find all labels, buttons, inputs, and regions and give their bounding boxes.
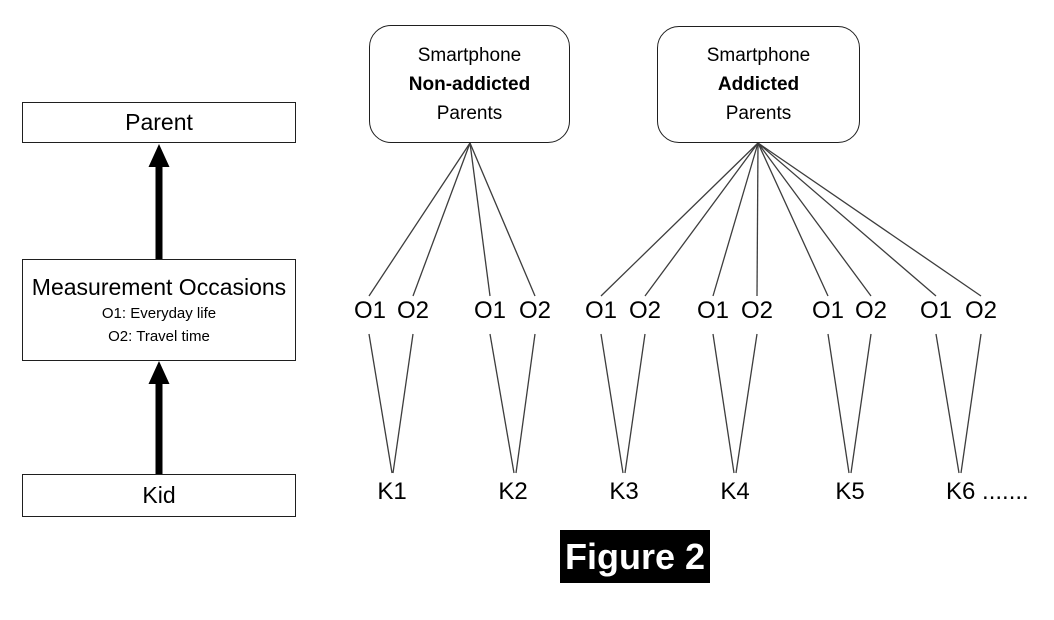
v-line [961, 334, 981, 473]
v-line [713, 334, 734, 473]
v-line [516, 334, 535, 473]
non-addicted-line2: Non-addicted [408, 73, 531, 95]
fan-line [758, 143, 871, 296]
figure-caption [560, 530, 710, 583]
fan-line [758, 143, 936, 296]
fan-line [601, 143, 758, 296]
occasion-to-kid-lines [369, 334, 981, 473]
occasion-label: O2 [854, 297, 888, 324]
measurement-sub-o2: O2: Travel time [108, 328, 210, 345]
v-line [393, 334, 413, 473]
occasion-label: O2 [740, 297, 774, 324]
kid-node-label: K5 [835, 478, 865, 505]
v-line [490, 334, 514, 473]
addicted-parents-box [657, 26, 860, 143]
measurement-title: Measurement Occasions [31, 274, 287, 300]
occasion-label: O2 [396, 297, 430, 324]
v-line [936, 334, 959, 473]
occasion-label: O1 [584, 297, 618, 324]
kid-node-label: K4 [720, 478, 750, 505]
non-addicted-line1: Smartphone [417, 44, 522, 66]
figure-caption-text: Figure 2 [564, 535, 706, 577]
parent-label: Parent [125, 109, 193, 135]
fan-line [645, 143, 758, 296]
fan-line [757, 143, 758, 296]
fan-line [758, 143, 981, 296]
non-addicted-parents-box [369, 25, 570, 143]
fan-line [758, 143, 828, 296]
addicted-line3: Parents [725, 103, 792, 124]
v-line [851, 334, 871, 473]
v-line [736, 334, 757, 473]
v-line [828, 334, 849, 473]
fan-line [713, 143, 758, 296]
measurement-occasions-box [22, 259, 296, 361]
arrow-measurement-to-parent [149, 144, 170, 259]
occasion-label: O1 [353, 297, 387, 324]
occasion-label: O1 [919, 297, 953, 324]
occasion-label: O2 [518, 297, 552, 324]
non-addicted-line3: Parents [436, 102, 503, 124]
measurement-sub-o1: O1: Everyday life [101, 305, 217, 322]
parent-box [22, 102, 296, 143]
kid-box [22, 474, 296, 517]
kid-label: Kid [142, 482, 176, 508]
kid-node-label: K3 [609, 478, 639, 505]
fan-line [369, 143, 470, 296]
occasion-label: O2 [628, 297, 662, 324]
kid-node-label: K6 ....... [946, 478, 1029, 505]
occasion-label: O1 [696, 297, 730, 324]
v-line [601, 334, 623, 473]
v-line [369, 334, 392, 473]
arrow-kid-to-measurement [149, 361, 170, 474]
occasion-label: O2 [964, 297, 998, 324]
occasion-label: O1 [811, 297, 845, 324]
kid-node-label: K2 [498, 478, 528, 505]
v-line [625, 334, 645, 473]
occasion-label: O1 [473, 297, 507, 324]
fan-lines [369, 143, 981, 296]
fan-line [413, 143, 470, 296]
addicted-line2: Addicted [717, 74, 800, 95]
kid-node-label: K1 [377, 478, 407, 505]
addicted-line1: Smartphone [706, 45, 811, 66]
